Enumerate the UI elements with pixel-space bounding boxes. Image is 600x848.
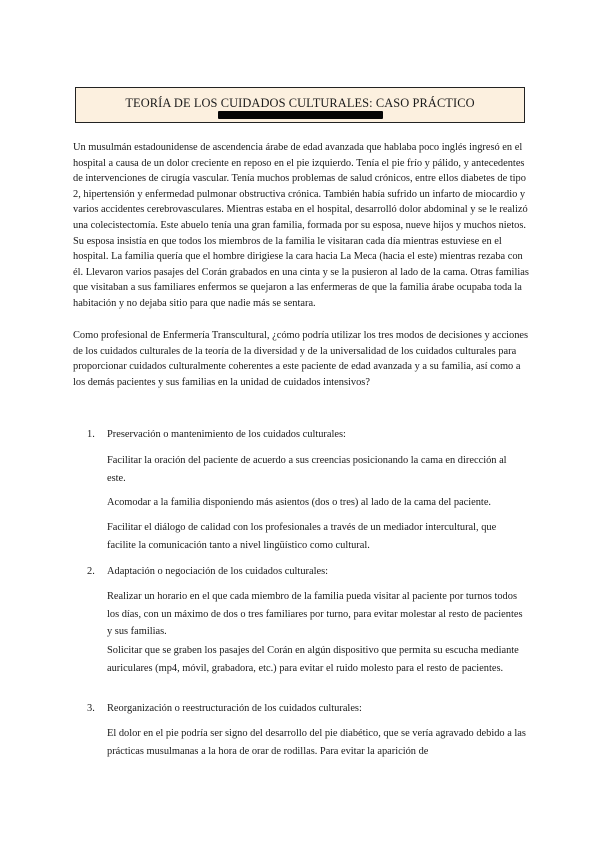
redacted-author <box>218 111 383 119</box>
document-title: TEORÍA DE LOS CUIDADOS CULTURALES: CASO PRÁCTICO <box>125 96 475 110</box>
item-2-point-1: Realizar un horario en el que cada miembro de la familia pueda visitar al paciente por turnos todos los días, con un máximo de dos o tres familiares por turno, para evitar molestar al resto de pacientes y sus familias. <box>107 591 523 637</box>
title-box <box>75 87 525 123</box>
list-number: 2. <box>87 566 95 577</box>
question-paragraph: Como profesional de Enfermería Transcultural, ¿cómo podría utilizar los tres modos de decisiones y acciones de los cuidados culturales de la teoría de la diversidad y de la universalidad de los cuidados culturales para proporcionar cuidados culturalmente coherentes a este paciente de edad avanzada y a su familia, así como a los demás pacientes y sus familias en la unidad de cuidados intensivos? <box>73 330 529 388</box>
item-1-point-2: Acomodar a la familia disponiendo más asientos (dos o tres) al lado de la cama del paciente. <box>107 497 492 508</box>
list-number: 3. <box>87 703 95 714</box>
item-1-point-1: Facilitar la oración del paciente de acuerdo a sus creencias posicionando la cama en dirección al este. <box>107 455 507 484</box>
list-heading: Adaptación o negociación de los cuidados culturales: <box>107 566 329 577</box>
list-heading: Preservación o mantenimiento de los cuidados culturales: <box>107 429 346 440</box>
list-number: 1. <box>87 429 95 440</box>
item-2-point-2: Solicitar que se graben los pasajes del Corán en algún dispositivo que permita su escucha mediante auriculares (mp4, móvil, grabadora, etc.) para evitar el ruido molesto para el resto de pacientes. <box>107 645 519 674</box>
list-heading: Reorganización o reestructuración de los cuidados culturales: <box>107 703 362 714</box>
item-1-point-3: Facilitar el diálogo de calidad con los profesionales a través de un mediador intercultural, que facilite la comunicación tanto a nivel lingüístico como cultural. <box>107 522 497 551</box>
case-paragraph: Un musulmán estadounidense de ascendencia árabe de edad avanzada que hablaba poco inglés ingresó en el hospital a causa de un dolor creciente en reposo en el pie izquierdo. Tenía el pie frío y pálido, y antecedentes de intervenciones de cirugía vascular. Tenía muchos problemas de salud crónicos, entre ellos diabetes de tipo 2, hipertensión y enfermedad pulmonar obstructiva crónica. También había sufrido un infarto de miocardio y varios accidentes cerebrovasculares. Mientras estaba en el hospital, desarrolló dolor abdominal y se le realizó una colecistectomía. Este abuelo tenía una gran familia, formada por su esposa, nueve hijos y muchos nietos. Su esposa insistía en que todos los miembros de la familia le visitaran cada día mientras estuviese en el hospital. La familia quería que el hombre dirigiese la cara hacia La Meca (hacia el este) mientras rezaba con él. Llevaron varios pasajes del Corán grabados en una cinta y se la pusieron al lado de la cama. Otras familias que visitaban a sus familiares enfermos se quejaron a las enfermeras de que la familia árabe ocupaba toda la habitación y no dejaba sitio para que nadie más se sentara. <box>73 142 529 309</box>
item-3-point-1: El dolor en el pie podría ser signo del desarrollo del pie diabético, que se vería agravado debido a las prácticas musulmanas a la hora de orar de rodillas. Para evitar la aparición de <box>107 728 526 757</box>
